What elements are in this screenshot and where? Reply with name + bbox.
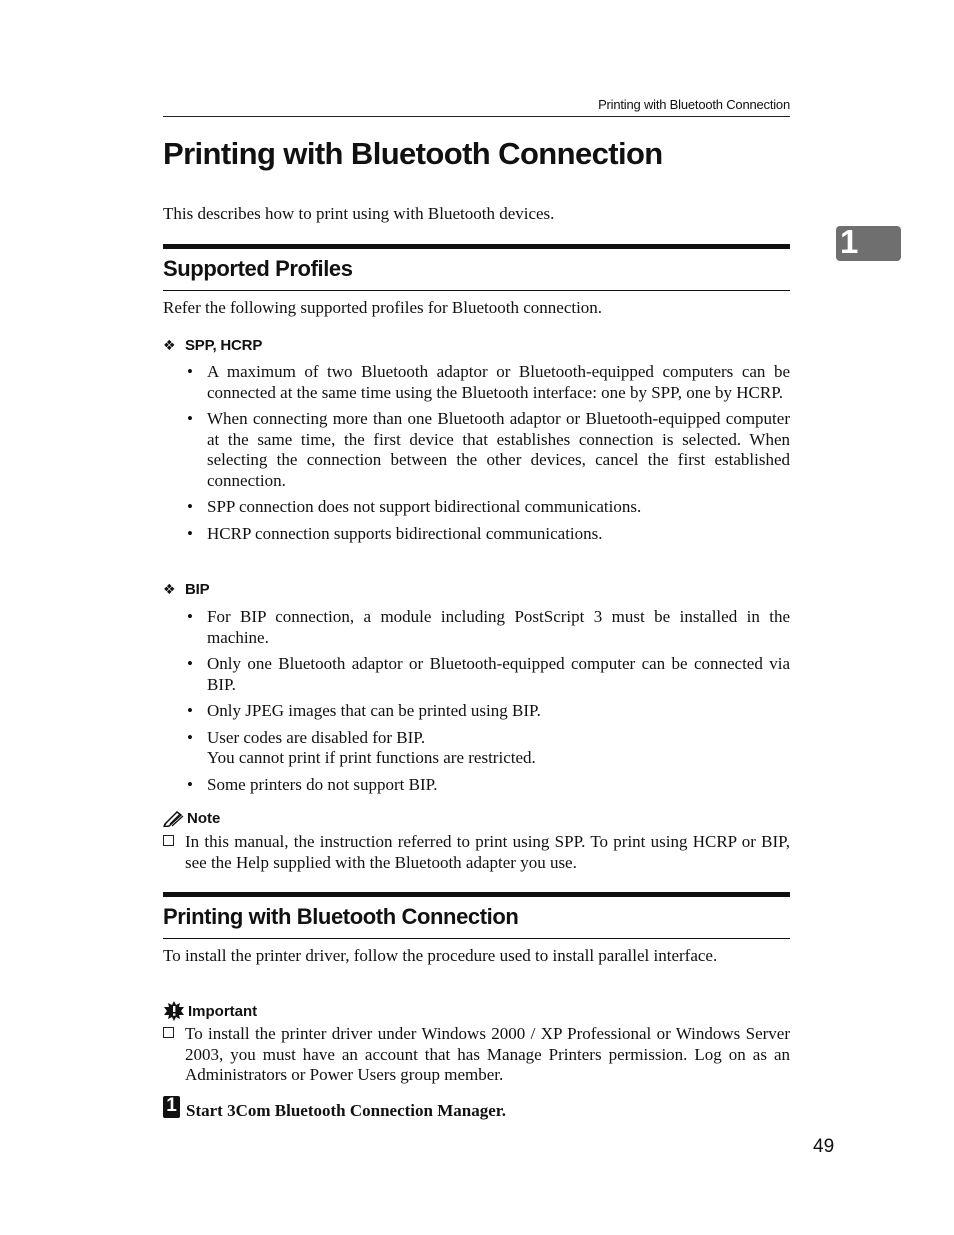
pencil-icon [163,809,184,827]
important-item [163,1024,790,1086]
note-item-text: In this manual, the instruction referred to print using SPP. To print using HCRP or BIP, see the Help supplied with the Bluetooth adapter you use. [185,832,790,872]
list-item: • Only one Bluetooth adaptor or Bluetooth-equipped computer can be connected via BIP. [185,654,790,695]
page-number: 49 [813,1136,835,1157]
list-item: • SPP connection does not support bidirectional communications. [185,497,790,518]
checkbox-icon [163,835,174,846]
section-rule-top [163,244,790,249]
note-item [163,832,790,873]
step-number: 1 [166,1095,177,1116]
diamond-icon: ❖ [163,581,176,597]
page-title: Printing with Bluetooth Connection [163,136,663,171]
section-heading-supported-profiles: Supported Profiles [163,256,353,281]
section-heading-printing: Printing with Bluetooth Connection [163,904,519,929]
chapter-tab [836,223,901,261]
list-item: • A maximum of two Bluetooth adaptor or Bluetooth-equipped computers can be connected at the same time using the Bluetooth interface: one by SPP, one by HCRP. [185,362,790,403]
subhead-label: SPP, HCRP [185,337,263,354]
list-item: • When connecting more than one Bluetooth adaptor or Bluetooth-equipped computer at the same time, the first device that establishes connection is selected. When selecting the connection between the other devices, cancel the first established connection. [185,409,790,491]
section-rule-top [163,892,790,897]
bip-list [185,607,790,801]
important-label-text: Important [188,1002,258,1020]
subhead-bip [163,581,209,598]
list-item: • Only JPEG images that can be printed using BIP. [185,701,790,722]
chapter-tab-number: 1 [840,223,859,260]
section-intro: To install the printer driver, follow the procedure used to install parallel interface. [163,946,718,965]
step-text: Start 3Com Bluetooth Connection Manager. [186,1101,506,1120]
list-item-line: User codes are disabled for BIP. [207,727,426,747]
running-header-text: Printing with Bluetooth Connection [598,97,790,112]
list-item: • Some printers do not support BIP. [185,775,790,796]
note-label-text: Note [187,809,221,827]
list-item-line-2: You cannot print if print functions are restricted. [207,748,536,767]
spp-hcrp-list [185,362,790,550]
section-rule-bottom [163,290,790,291]
important-label [163,1001,257,1021]
running-header [163,96,790,117]
subhead-label: BIP [185,581,210,598]
list-item: • For BIP connection, a module including PostScript 3 must be installed in the machine. [185,607,790,648]
list-item: • HCRP connection supports bidirectional communications. [185,524,790,545]
checkbox-icon [163,1027,174,1038]
section-rule-bottom [163,938,790,939]
intro-paragraph: This describes how to print using with Bluetooth devices. [163,204,555,223]
list-item [185,728,790,769]
section-intro: Refer the following supported profiles for Bluetooth connection. [163,298,603,317]
subhead-spp-hcrp [163,337,262,354]
diamond-icon: ❖ [163,337,176,353]
note-label [163,809,220,827]
important-icon [163,1001,185,1021]
important-item-text: To install the printer driver under Windows 2000 / XP Professional or Windows Server 2003, you must have an account that has Manage Printers permission. Log on as an Administrators or Power Users group member. [185,1024,790,1084]
step-number-badge [163,1096,180,1118]
